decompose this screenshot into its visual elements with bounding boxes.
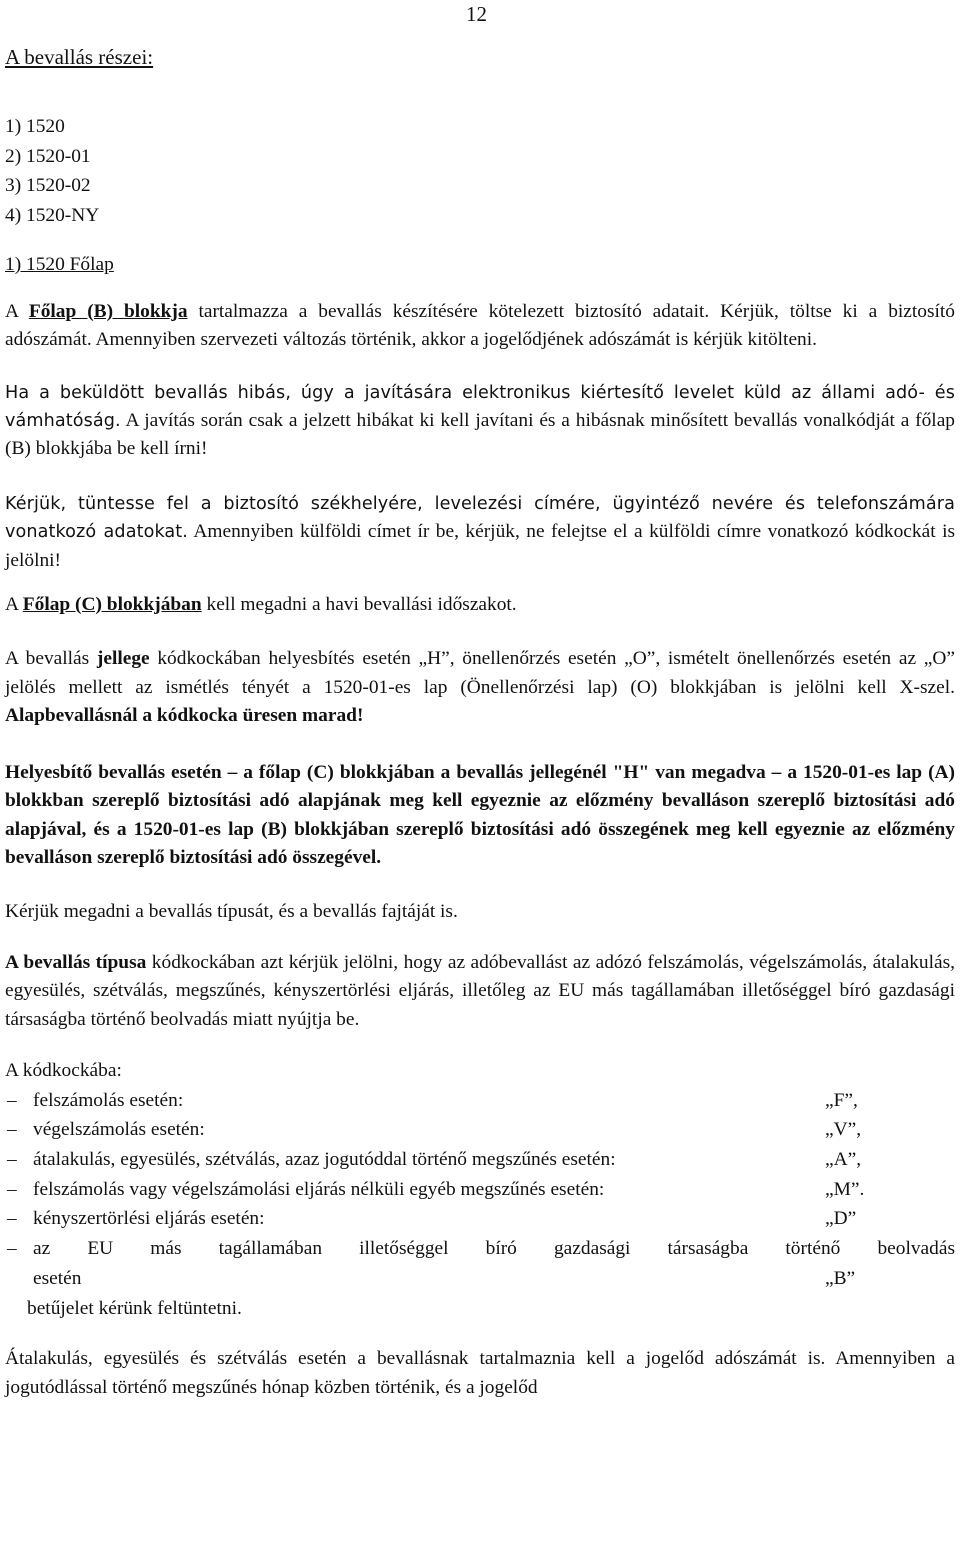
code-label: felszámolás esetén: <box>33 1089 184 1111</box>
paragraph-foblap-b <box>5 298 955 355</box>
paragraph-tipus <box>5 949 955 1034</box>
text: kell megadni a havi bevallási időszakot. <box>201 594 517 616</box>
parts-list <box>5 112 955 231</box>
codes-outro: betűjelet kérünk feltüntetni. <box>27 1297 242 1319</box>
text: A bevallás <box>5 648 97 670</box>
code-value: „V”, <box>825 1119 862 1141</box>
codes-intro: A kódkockába: <box>5 1059 122 1081</box>
document-body <box>5 42 955 1402</box>
code-row <box>5 1175 955 1205</box>
list-item: 4) 1520-NY <box>5 205 100 227</box>
text: Ha a beküldött bevallás hibás, úgy a javítására elektronikus kiértesítő levelet küld az állami adó- és vámhatóság. <box>5 382 955 432</box>
code-value: „M”. <box>825 1178 865 1200</box>
code-label: felszámolás vagy végelszámolási eljárás nélküli egyéb megszűnés esetén: <box>33 1178 605 1200</box>
subsection-heading: 1) 1520 Főlap <box>5 253 114 275</box>
bold-term: jellege <box>96 648 150 670</box>
text: kódkockában helyesbítés esetén „H”, önellenőrzés esetén „O”, ismételt önellenőrzés esetén az „O” jelölés mellett az ismétlés tényét a 1520-01-es lap (Önellenőrzési lap) (O) blokkjában is jelölni kell X-szel. <box>5 648 955 698</box>
list-item: 1) 1520 <box>5 116 65 137</box>
dash-icon: ‒ <box>7 1238 17 1260</box>
text: A <box>5 594 23 616</box>
page-number: 12 <box>466 2 487 26</box>
code-label: kényszertörlési eljárás esetén: <box>33 1208 265 1230</box>
text: A javítás során csak a jelzett hibákat ki kell javítani és a hibásnak minősített bevallás vonalkódját a főlap (B) blokkjába be kell írni! <box>5 410 955 460</box>
paragraph-atalakulas: Átalakulás, egyesülés és szétválás esetén a bevallásnak tartalmaznia kell a jogelőd adószámát is. Amennyiben a jogutódlással történő megszűnés hónap közben történik, és a jogelőd <box>5 1348 955 1398</box>
paragraph-correction <box>5 379 955 464</box>
list-item: 3) 1520-02 <box>5 175 91 197</box>
section-heading: A bevallás részei: <box>5 45 154 69</box>
dash-icon: ‒ <box>7 1208 17 1230</box>
code-label: végelszámolás esetén: <box>33 1119 205 1141</box>
code-list <box>5 1086 955 1324</box>
list-item: 2) 1520-01 <box>5 145 91 167</box>
text: Kérjük, tüntesse fel a biztosító székhelyére, levelezési címére, ügyintéző nevére és telefonszámára vonatkozó adatokat. <box>5 493 955 543</box>
dash-icon: ‒ <box>7 1178 17 1200</box>
code-row <box>5 1086 955 1116</box>
underlined-term: Főlap (B) blokkja <box>28 300 188 322</box>
code-value: „B” <box>825 1267 856 1289</box>
paragraph-address <box>5 490 955 575</box>
code-label: átalakulás, egyesülés, szétválás, azaz jogutóddal történő megszűnés esetén: <box>33 1149 616 1171</box>
dash-icon: ‒ <box>7 1119 17 1141</box>
code-row <box>5 1204 955 1234</box>
code-row <box>5 1234 955 1264</box>
text: kódkockában azt kérjük jelölni, hogy az adóbevallást az adózó felszámolás, végelszámolás, átalakulás, egyesülés, szétválás, megszűnés, kényszertörlési eljárás, illetőleg az EU más tagállamában illetőséggel bíró gazdasági társaságba történő beolvadás miatt nyújtja be. <box>5 951 955 1030</box>
text: A <box>5 300 29 322</box>
code-row <box>5 1115 955 1145</box>
dash-icon: ‒ <box>7 1149 17 1171</box>
bold-term: A bevallás típusa <box>5 951 147 973</box>
code-label: esetén <box>33 1267 82 1289</box>
code-row <box>5 1145 955 1175</box>
underlined-term: Főlap (C) blokkjában <box>22 594 202 616</box>
code-value: „D” <box>825 1208 857 1230</box>
paragraph-jellege <box>5 645 955 730</box>
text: tartalmazza a bevallás készítésére kötelezett biztosító adatait. Kérjük, töltse ki a biztosító adószámát. Amennyiben szervezeti változás történik, akkor a jogelődjének adószámát is kérjük kitölteni. <box>5 300 955 351</box>
text: Amennyiben külföldi címet ír be, kérjük, ne felejtse el a külföldi címre vonatkozó kódkockát is jelölni! <box>5 521 955 571</box>
code-value: „A”, <box>825 1149 862 1171</box>
code-value: „F”, <box>825 1089 858 1111</box>
bold-text: Alapbevallásnál a kódkocka üresen marad! <box>5 705 364 727</box>
paragraph-request: Kérjük megadni a bevallás típusát, és a bevallás fajtáját is. <box>5 901 458 923</box>
paragraph-helyesbito: Helyesbítő bevallás esetén ‒ a főlap (C) blokkjában a bevallás jellegénél "H" van megadva ‒ a 1520-01-es lap (A) blokkban szereplő biztosítási adó alapjának meg kell egyeznie az előzmény bevalláson szereplő biztosítási adó alapjával, és a 1520-01-es lap (B) blokkjában szereplő biztosítási adó összegének meg kell egyeznie az előzmény bevalláson szereplő biztosítási adó összegével. <box>5 761 955 868</box>
code-row <box>5 1264 955 1294</box>
paragraph-foblap-c <box>5 591 955 619</box>
dash-icon: ‒ <box>7 1089 17 1111</box>
code-label: az EU más tagállamában illetőséggel bíró gazdasági társaságba történő beolvadás <box>33 1238 955 1260</box>
